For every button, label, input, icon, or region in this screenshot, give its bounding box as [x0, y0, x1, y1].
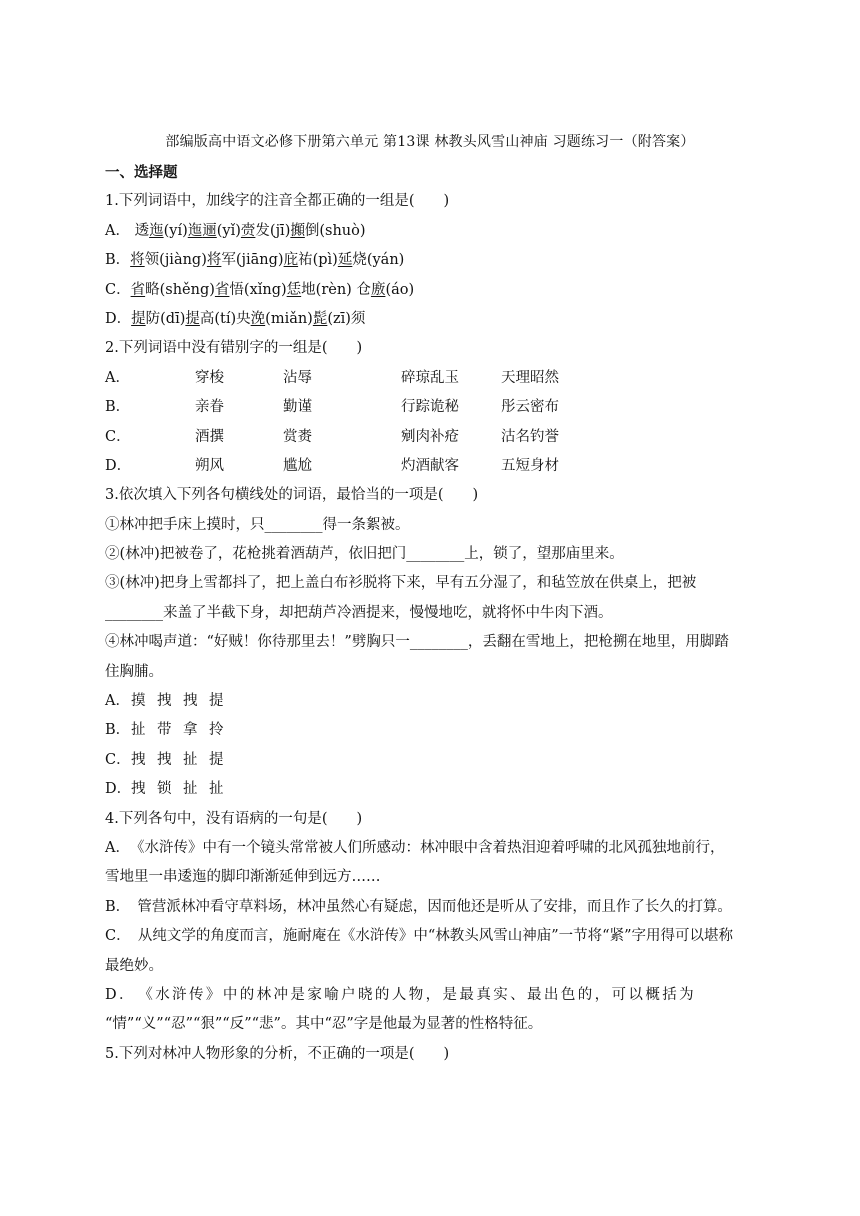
q3-sentence-1: ①林冲把手床上摸时，只________得一条絮被。: [105, 516, 410, 533]
q2-option-d: D． 朔风 尴尬 灼酒献客 五短身材: [105, 457, 559, 474]
q4-option-b: B． 管营派林冲看守草料场，林冲虽然心有疑虑，因而他还是听从了安排，而且作了长久的打算。: [105, 898, 732, 915]
question-4-stem: 4.下列各句中，没有语病的一句是( ): [105, 810, 363, 827]
q3-sentence-4: ④林冲喝声道：“好贼！你待那里去！”劈胸只一________，丢翻在雪地上，把枪搠在地里，用脚踏: [105, 634, 729, 651]
question-5-stem: 5.下列对林冲人物形象的分析，不正确的一项是( ): [105, 1045, 450, 1062]
q3-sentence-2: ②(林冲)把被卷了，花枪挑着酒葫芦，依旧把门________上，锁了，望那庙里来。: [105, 546, 624, 563]
question-3-stem: 3.依次填入下列各句横线处的词语，最恰当的一项是( ): [105, 487, 479, 504]
q3-option-b: B．扯 带 拿 拎: [105, 722, 224, 739]
q4-option-a-cont: 雪地里一串逶迤的脚印渐渐延伸到远方……: [105, 869, 381, 886]
q1-option-d: D．提防(dī)提高(tí)央浼(miǎn)髭(zī)须: [105, 310, 366, 327]
q2-option-a: A． 穿梭 沾辱 碎琼乱玉 天理昭然: [105, 369, 559, 386]
document-body: [105, 158, 757, 1069]
q4-option-a: A． 《水浒传》中有一个镜头常常被人们所感动：林冲眼中含着热泪迎着呼啸的北风孤独地前行，: [105, 839, 725, 856]
q3-sentence-3-cont: ________来盖了半截下身，却把葫芦冷酒提来，慢慢地吃，就将怀中牛肉下酒。: [105, 604, 613, 621]
section-heading: 一、选择题: [105, 164, 178, 181]
document-title: 部编版高中语文必修下册第六单元 第13课 林教头风雪山神庙 习题练习一（附答案）: [165, 134, 695, 150]
q3-sentence-4-cont: 住胸脯。: [105, 663, 163, 680]
q2-option-b: B． 亲眷 勤谨 行踪诡秘 彤云密布: [105, 399, 559, 416]
q1-option-a: A． 透迤(yí)迤逦(yǐ)赍发(jī)攧倒(shuò): [105, 222, 366, 239]
q3-sentence-3: ③(林冲)把身上雪都抖了，把上盖白布衫脱将下来，早有五分湿了，和毡笠放在供桌上，把被: [105, 575, 697, 592]
q4-option-c-cont: 最绝妙。: [105, 957, 163, 974]
q3-option-d: D．拽 锁 扯 扯: [105, 781, 224, 798]
question-2-stem: 2.下列词语中没有错别字的一组是( ): [105, 340, 363, 357]
q3-option-a: A．摸 拽 拽 提: [105, 693, 224, 710]
q2-option-c: C． 酒撰 赏赉 剜肉补疮 沽名钓誉: [105, 428, 559, 445]
q1-option-b: B．将领(jiàng)将军(jiāng)庇祐(pì)延烧(yán): [105, 252, 405, 269]
q4-option-c: C． 从纯文学的角度而言，施耐庵在《水浒传》中“林教头风雪山神庙”一节将“紧”字用得可以堪称: [105, 928, 733, 945]
q4-option-d-cont: “情”“义”“忍”“狠”“反”“悲”。其中“忍”字是他最为显著的性格特征。: [105, 1016, 543, 1033]
q1-option-c: C．省略(shěng)省悟(xǐng)恁地(rèn) 仓廒(áo): [105, 281, 415, 298]
q4-option-d: D． 《水浒传》中的林冲是家喻户晓的人物，是最真实、最出色的，可以概括为: [105, 986, 697, 1003]
q3-option-c: C．拽 拽 扯 提: [105, 751, 224, 768]
question-1-stem: 1.下列词语中，加线字的注音全都正确的一组是( ): [105, 193, 450, 210]
